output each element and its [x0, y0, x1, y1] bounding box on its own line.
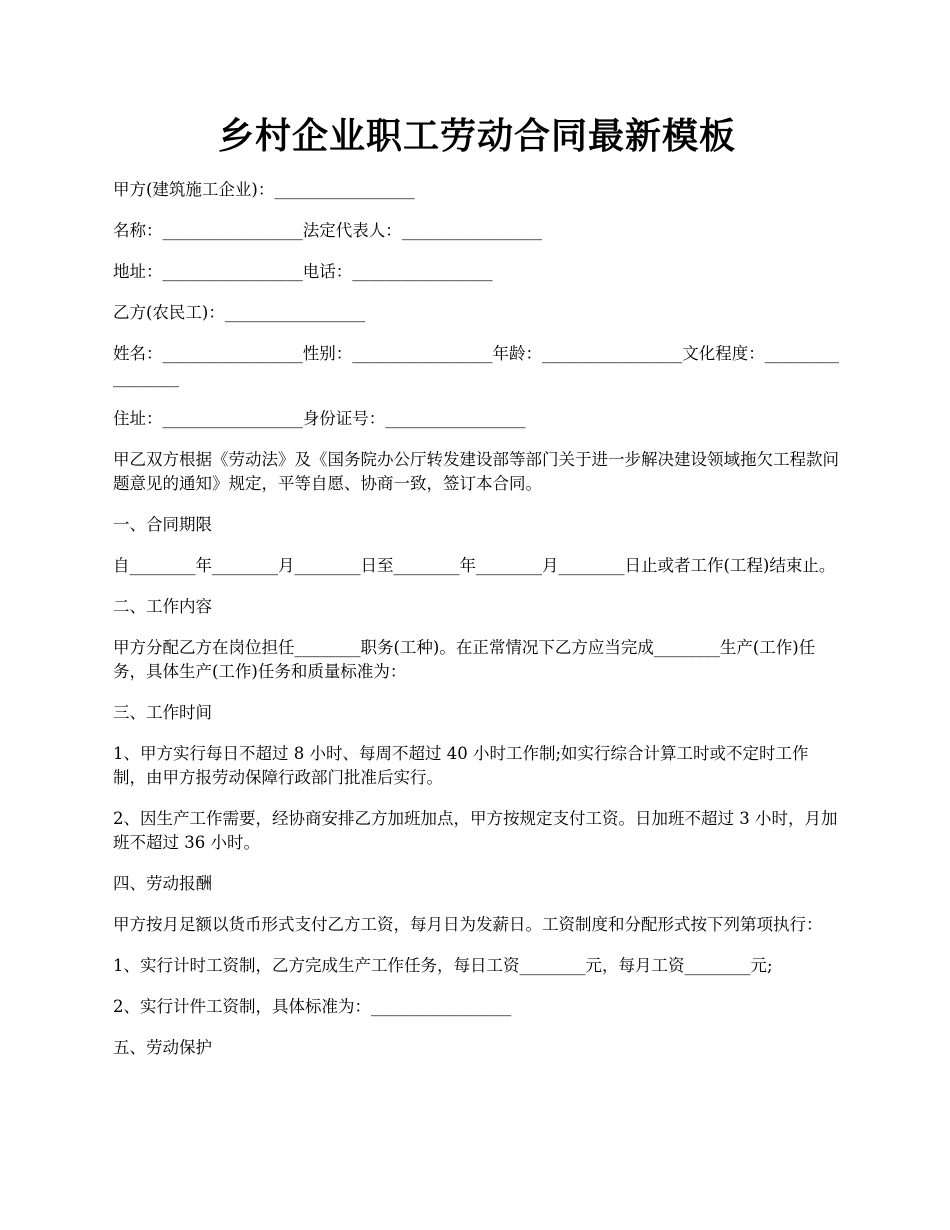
work-hours-clause-2: 2、因生产工作需要，经协商安排乙方加班加点，甲方按规定支付工资。日加班不超过 3 小时，月加班不超过 36 小时。 [113, 809, 838, 852]
section-heading-term: 一、合同期限 [113, 515, 212, 534]
party-a-address-phone-line: 地址：_________________电话：_________________ [113, 262, 493, 281]
section-heading-labor-protection: 五、劳动保护 [113, 1038, 212, 1057]
section-heading-remuneration: 四、劳动报酬 [113, 874, 212, 893]
remuneration-clause-1: 1、实行计时工资制，乙方完成生产工作任务，每日工资________元，每月工资________元; [113, 956, 773, 975]
party-a-name-rep-line: 名称：_________________法定代表人：_________________ [113, 221, 542, 240]
party-b-line: 乙方(农民工)：_________________ [113, 303, 366, 322]
work-hours-clause-1: 1、甲方实行每日不超过 8 小时、每周不超过 40 小时工作制;如实行综合计算工时或不定时工作制，由甲方报劳动保障行政部门批准后实行。 [113, 744, 809, 787]
work-content-paragraph: 甲方分配乙方在岗位担任________职务(工种)。在正常情况下乙方应当完成________生产(工作)任务，具体生产(工作)任务和质量标准为： [113, 638, 816, 681]
remuneration-paragraph: 甲方按月足额以货币形式支付乙方工资，每月日为发薪日。工资制度和分配形式按下列第项执行： [113, 915, 823, 934]
party-a-line: 甲方(建筑施工企业)：_________________ [113, 180, 415, 199]
section-heading-work-content: 二、工作内容 [113, 597, 212, 616]
document-title: 乡村企业职工劳动合同最新模板 [217, 115, 736, 157]
document-page [113, 108, 841, 1077]
party-b-address-id-line: 住址：_________________身份证号：_________________ [113, 409, 526, 428]
remuneration-clause-2: 2、实行计件工资制，具体标准为：_________________ [113, 997, 512, 1016]
contract-term-paragraph: 自________年________月________日至________年________月________日止或者工作(工程)结束止。 [113, 556, 836, 575]
section-heading-work-hours: 三、工作时间 [113, 703, 212, 722]
preamble-paragraph: 甲乙双方根据《劳动法》及《国务院办公厅转发建设部等部门关于进一步解决建设领域拖欠工程款问题意见的通知》规定，平等自愿、协商一致，签订本合同。 [113, 450, 839, 493]
party-b-personal-info-line: 姓名：_________________性别：_________________年龄：_________________文化程度：_________________ [113, 344, 839, 387]
